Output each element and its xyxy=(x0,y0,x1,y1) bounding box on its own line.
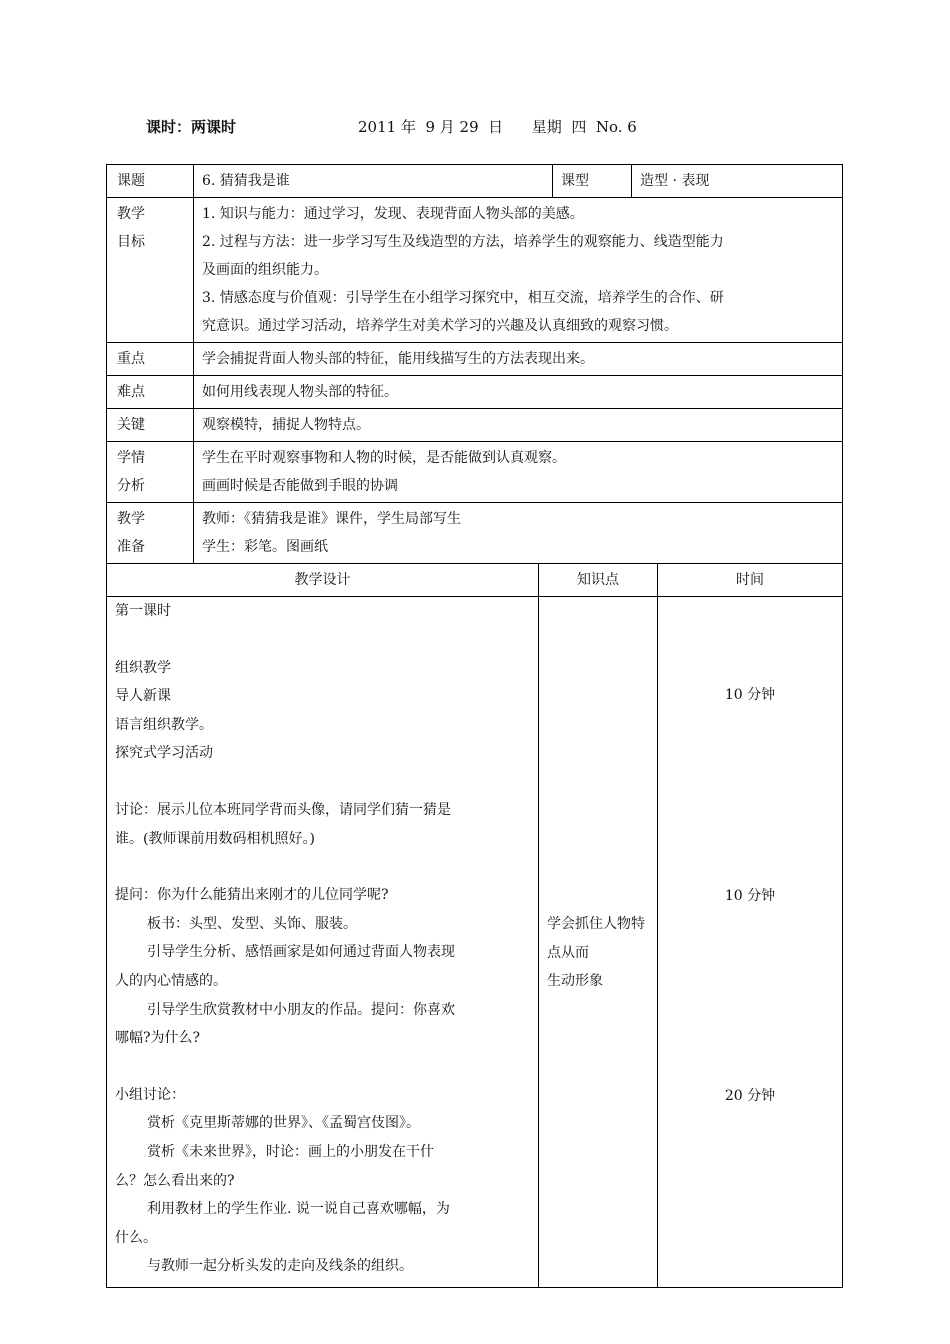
design-line: 谁。(教师课前用数码相机照好。) xyxy=(115,830,315,847)
difficulty-row xyxy=(107,376,843,409)
time-value: 20 分钟 xyxy=(724,1088,776,1105)
design-line: 么？怎么看出来的? xyxy=(115,1172,235,1189)
time-text xyxy=(658,597,843,1288)
difficulty-label: 难点 xyxy=(107,376,194,409)
design-line: 哪幅?为什么? xyxy=(115,1030,201,1047)
design-line: 与教师一起分析头发的走向及线条的组织。 xyxy=(147,1258,413,1275)
time-column-header: 时间 xyxy=(658,564,843,597)
goal-line: 1. 知识与能力：通过学习，发现、表现背面人物头部的美感。 xyxy=(202,206,584,222)
knowledge-line: 学会抓住人物特点从而 xyxy=(547,916,645,961)
time-value: 10 分钟 xyxy=(724,887,776,904)
topic-row xyxy=(107,165,843,198)
lesson-plan-table xyxy=(106,164,843,1288)
goal-line: 及画面的组织能力。 xyxy=(202,262,328,278)
design-line xyxy=(115,626,530,654)
design-line: 语言组织教学。 xyxy=(115,716,213,733)
knowledge-column-header: 知识点 xyxy=(539,564,658,597)
topic-value: 6. 猜猜我是谁 xyxy=(194,165,553,198)
key-label: 关键 xyxy=(107,409,194,442)
knowledge-line: 生动形象 xyxy=(547,973,603,990)
key-point-value: 学会捕捉背面人物头部的特征，能用线描写生的方法表现出来。 xyxy=(194,343,843,376)
key-point-label: 重点 xyxy=(107,343,194,376)
design-line: 小组讨论： xyxy=(115,1086,185,1103)
key-value: 观察模特，捕捉人物特点。 xyxy=(194,409,843,442)
design-line xyxy=(115,1053,530,1081)
design-line: 导人新课 xyxy=(115,688,171,705)
design-line: 讨论：展示儿位本班同学背而头像，请同学们猜一猜是 xyxy=(115,801,451,818)
analysis-text: 学生在平时观察事物和人物的时候，是否能做到认真观察。 画画时候是否能做到手眼的协调 xyxy=(194,442,843,503)
prep-row xyxy=(107,503,843,564)
goal-line: 3. 情感态度与价值观：引导学生在小组学习探究中，相互交流，培养学生的合作、研 xyxy=(202,290,724,306)
lesson-hours: 课时：两课时 xyxy=(146,118,237,136)
design-line: 提问：你为什么能猜出来刚才的儿位同学呢? xyxy=(115,887,389,904)
prep-text: 教师：《猜猜我是谁》课件，学生局部写生 学生：彩笔。图画纸 xyxy=(194,503,843,564)
design-line: 板书：头型、发型、头饰、服装。 xyxy=(147,915,357,932)
date-line: 2011 年 9 月 29 日 星期 四 No. 6 xyxy=(358,118,637,136)
analysis-row xyxy=(107,442,843,503)
goals-row xyxy=(107,198,843,343)
design-line: 探究式学习活动 xyxy=(115,745,213,762)
key-row xyxy=(107,409,843,442)
design-line: 组织教学 xyxy=(115,659,171,676)
design-line: 第一课时 xyxy=(115,603,171,619)
goals-text xyxy=(194,198,843,343)
design-line: 利用教材上的学生作业. 说一说自己喜欢哪幅，为 xyxy=(147,1201,450,1218)
time-value: 10 分钟 xyxy=(724,687,776,703)
goals-label: 教学 目标 xyxy=(107,198,194,343)
key-point-row xyxy=(107,343,843,376)
goal-line: 2. 过程与方法：进一步学习写生及线造型的方法，培养学生的观察能力、线造型能力 xyxy=(202,234,724,250)
design-line: 赏析《未来世界》，时论：画上的小朋发在干什 xyxy=(147,1143,434,1160)
prep-label: 教学 准备 xyxy=(107,503,194,564)
goal-line: 究意识。通过学习活动，培养学生对美术学习的兴趣及认真细致的观察习惯。 xyxy=(202,318,678,334)
design-body-row xyxy=(107,597,843,1288)
design-line xyxy=(115,853,530,881)
difficulty-value: 如何用线表现人物头部的特征。 xyxy=(194,376,843,409)
lesson-header xyxy=(146,116,846,140)
design-line: 引导学生分析、感悟画家是如何通过背面人物表现 xyxy=(147,944,455,961)
design-line: 什么。 xyxy=(115,1229,157,1246)
design-text xyxy=(107,597,539,1288)
lesson-type-label: 课型 xyxy=(553,165,632,198)
design-line: 引导学生欣赏教材中小朋友的作品。提问：你喜欢 xyxy=(147,1001,455,1018)
knowledge-text xyxy=(539,597,658,1288)
topic-label: 课题 xyxy=(107,165,194,198)
lesson-type-value: 造型 · 表现 xyxy=(632,165,843,198)
analysis-label: 学情 分析 xyxy=(107,442,194,503)
design-line: 赏析《克里斯蒂娜的世界》、《孟蜀宫伎图》。 xyxy=(147,1115,420,1132)
design-column-header: 教学设计 xyxy=(107,564,539,597)
design-line xyxy=(115,768,530,796)
design-header-row xyxy=(107,564,843,597)
design-line: 人的内心情感的。 xyxy=(115,972,227,989)
